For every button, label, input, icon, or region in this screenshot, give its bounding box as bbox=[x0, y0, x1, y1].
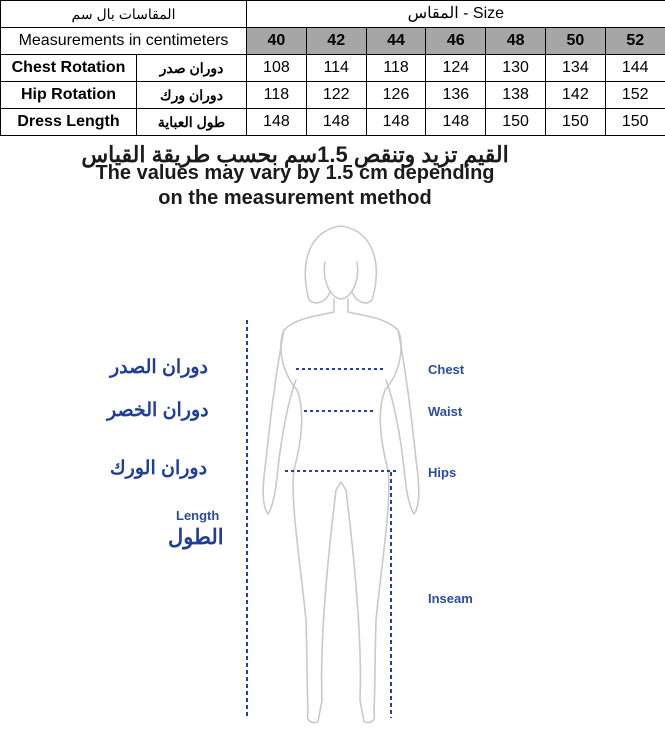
label-length-ar: الطول bbox=[168, 526, 224, 549]
row-label-en: Hip Rotation bbox=[1, 82, 137, 109]
variance-note-line1: The values may vary by 1.5 cm depending bbox=[95, 162, 495, 184]
size-cell: 50 bbox=[545, 28, 605, 55]
label-waist-ar: دوران الخصر bbox=[107, 400, 209, 421]
value-cell: 134 bbox=[545, 55, 605, 82]
row-label-en: Dress Length bbox=[1, 109, 137, 136]
size-cell: 52 bbox=[605, 28, 665, 55]
label-waist-en: Waist bbox=[428, 404, 463, 419]
table-header-row bbox=[1, 1, 665, 28]
value-cell: 144 bbox=[605, 55, 665, 82]
label-inseam-en: Inseam bbox=[428, 591, 473, 606]
body-outline bbox=[263, 226, 419, 723]
label-hips-ar: دوران الورك bbox=[110, 458, 208, 479]
value-cell: 114 bbox=[306, 55, 366, 82]
sizes-row bbox=[1, 28, 665, 55]
value-cell: 148 bbox=[306, 109, 366, 136]
value-cell: 150 bbox=[605, 109, 665, 136]
value-cell: 150 bbox=[486, 109, 546, 136]
value-cell: 138 bbox=[486, 82, 546, 109]
size-cell: 48 bbox=[486, 28, 546, 55]
size-cell: 40 bbox=[247, 28, 307, 55]
size-cell: 44 bbox=[366, 28, 426, 55]
table-row-chest bbox=[1, 55, 665, 82]
value-cell: 124 bbox=[426, 55, 486, 82]
value-cell: 148 bbox=[366, 109, 426, 136]
value-cell: 148 bbox=[426, 109, 486, 136]
label-hips-en: Hips bbox=[428, 465, 457, 480]
size-header: المقاس - Size bbox=[247, 1, 665, 28]
size-cell: 42 bbox=[306, 28, 366, 55]
value-cell: 142 bbox=[545, 82, 605, 109]
label-chest-en: Chest bbox=[428, 362, 465, 377]
value-cell: 152 bbox=[605, 82, 665, 109]
label-length-en: Length bbox=[176, 508, 220, 523]
row-label-ar: دوران ورك bbox=[137, 82, 247, 109]
table-row-length bbox=[1, 109, 665, 136]
measurements-label: Measurements in centimeters bbox=[1, 28, 247, 55]
table-row-hip bbox=[1, 82, 665, 109]
row-label-ar: دوران صدر bbox=[137, 55, 247, 82]
units-header: المقاسات بال سم bbox=[1, 1, 247, 28]
label-chest-ar: دوران الصدر bbox=[110, 357, 209, 378]
value-cell: 150 bbox=[545, 109, 605, 136]
value-cell: 126 bbox=[366, 82, 426, 109]
value-cell: 122 bbox=[306, 82, 366, 109]
row-label-en: Chest Rotation bbox=[1, 55, 137, 82]
body-measurement-figure bbox=[0, 212, 665, 742]
size-table bbox=[0, 0, 665, 136]
value-cell: 118 bbox=[366, 55, 426, 82]
row-label-ar: طول العباية bbox=[137, 109, 247, 136]
value-cell: 130 bbox=[486, 55, 546, 82]
variance-note-arabic: القيم تزيد وتنقص 1.5سم بحسب طريقة القياس bbox=[81, 142, 509, 167]
size-cell: 46 bbox=[426, 28, 486, 55]
value-cell: 136 bbox=[426, 82, 486, 109]
value-cell: 148 bbox=[247, 109, 307, 136]
variance-note-line2: on the measurement method bbox=[158, 187, 432, 209]
value-cell: 108 bbox=[247, 55, 307, 82]
value-cell: 118 bbox=[247, 82, 307, 109]
